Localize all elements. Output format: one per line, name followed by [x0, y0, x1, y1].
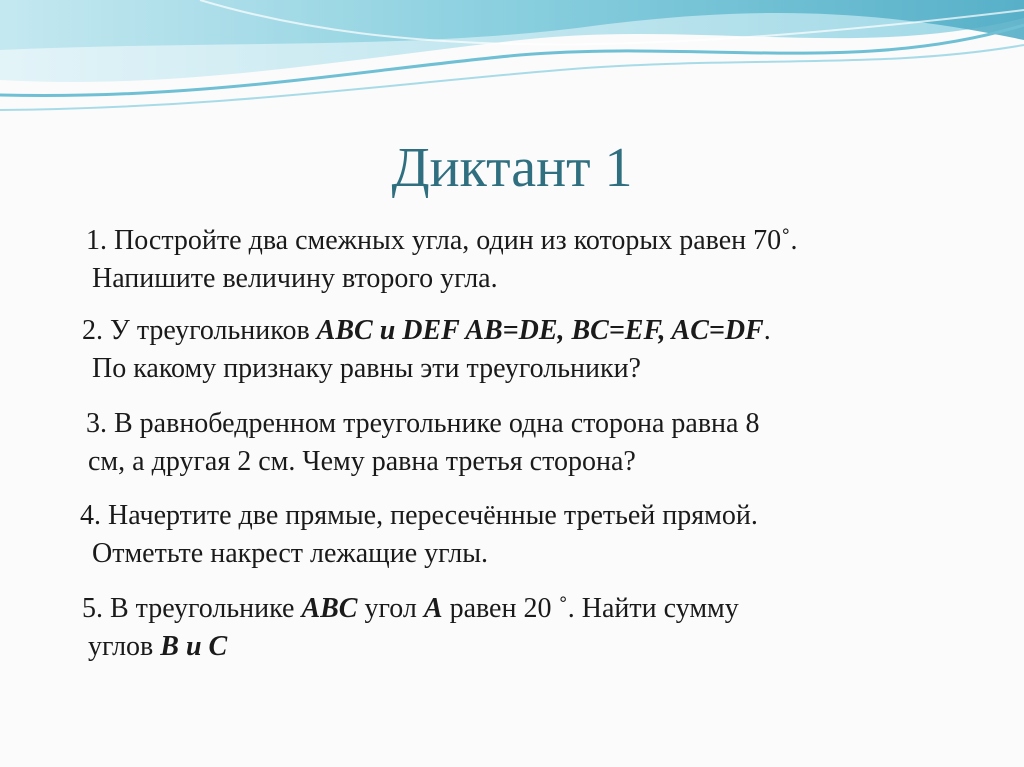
task-3-line-1: 3. В равнобедренном треугольнике одна сторона равна 8 — [86, 408, 760, 439]
task-4-line-1: 4. Начертите две прямые, пересечённые третьей прямой. — [80, 500, 758, 531]
task-5-text-d: углов — [88, 631, 161, 662]
task-2-period: . — [763, 315, 771, 346]
task-4 — [80, 497, 758, 573]
task-1 — [86, 222, 797, 298]
wave-decoration — [0, 0, 1024, 130]
task-1-line-1: 1. Постройте два смежных угла, один из которых равен 70˚. — [86, 225, 798, 256]
task-5-triangle: ABC — [301, 593, 358, 624]
task-2-text: 2. У треугольников — [82, 315, 317, 346]
task-5-angle: A — [423, 593, 443, 624]
task-5-line-2 — [82, 628, 739, 666]
task-2-line-2: По какому признаку равны эти треугольники? — [92, 353, 641, 384]
task-2-line-1 — [82, 312, 771, 350]
task-5-line-1 — [82, 590, 739, 628]
task-3 — [86, 405, 759, 481]
task-5-angles: B и C — [160, 631, 228, 662]
task-2-triangles: ABC и DEF AB=DE, BC=EF, AC=DF — [316, 315, 764, 346]
task-5 — [82, 590, 739, 666]
task-1-line-2: Напишите величину второго угла. — [92, 263, 498, 294]
task-5-text-a: 5. В треугольнике — [82, 593, 302, 624]
task-5-text-c: равен 20 ˚. Найти сумму — [442, 593, 739, 624]
task-3-line-2: см, а другая 2 см. Чему равна третья сторона? — [88, 446, 636, 477]
task-5-text-b: угол — [357, 593, 424, 624]
task-2 — [82, 312, 771, 388]
task-4-line-2: Отметьте накрест лежащие углы. — [92, 538, 489, 569]
slide-title: Диктант 1 — [391, 137, 633, 199]
